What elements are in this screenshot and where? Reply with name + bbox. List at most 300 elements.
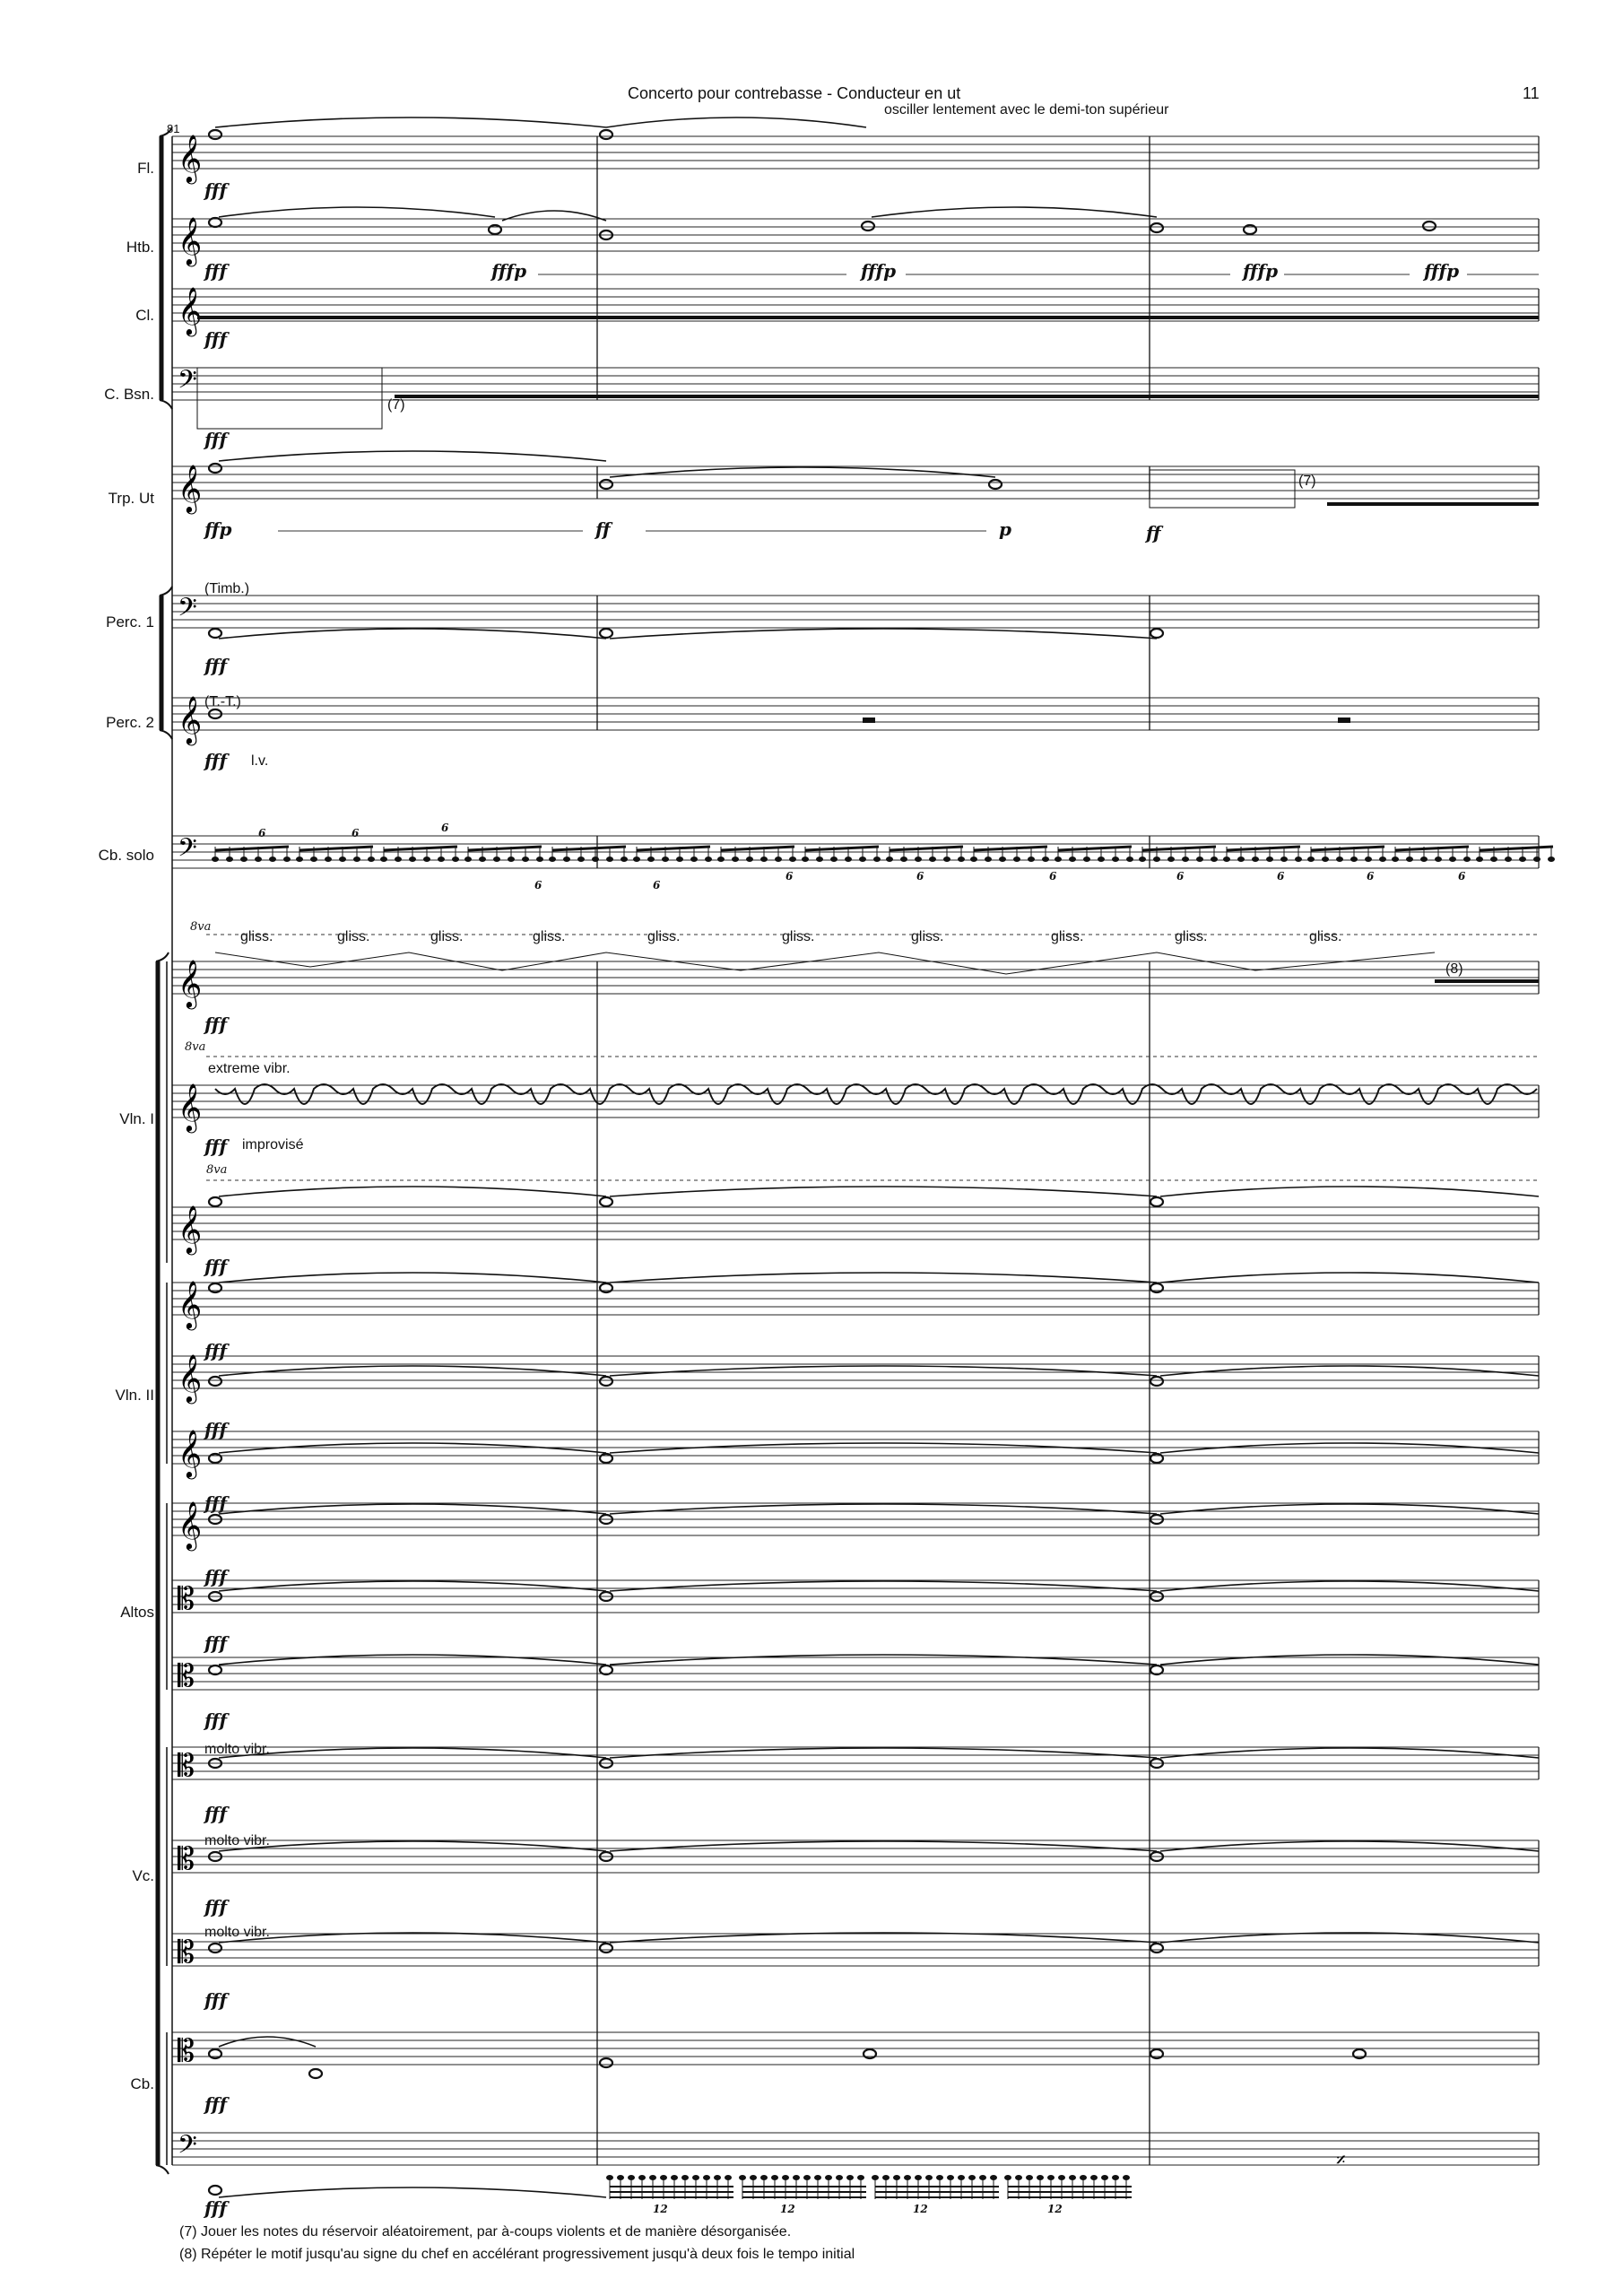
tie — [610, 1366, 1157, 1376]
note-head — [1423, 222, 1436, 230]
tie — [219, 629, 606, 639]
label-contrabassoon: C. Bsn. — [104, 386, 154, 403]
tie — [219, 1273, 606, 1283]
tuplet-6: 6 — [653, 879, 661, 891]
note-head — [1420, 857, 1428, 862]
tie — [610, 1748, 1157, 1758]
direction-improvise: improvisé — [242, 1137, 304, 1152]
note-head — [536, 857, 543, 862]
tuplet-6: 6 — [916, 870, 924, 883]
clef-icon: 𝄡 — [178, 1748, 195, 1784]
tie — [610, 467, 995, 477]
note-head — [1490, 857, 1497, 862]
note-head — [209, 1197, 221, 1206]
beam — [299, 847, 373, 850]
note-head — [900, 857, 907, 862]
note-head — [628, 2175, 635, 2180]
note-head — [1392, 857, 1399, 862]
beam — [805, 847, 879, 850]
note-head — [464, 857, 472, 862]
note-head — [240, 857, 247, 862]
note-head — [1182, 857, 1189, 862]
tie — [1160, 1504, 1539, 1514]
note-head — [958, 2175, 965, 2180]
reservoir-box — [197, 368, 382, 429]
note-head — [1153, 857, 1160, 862]
dynamic-fffp: fffp — [1243, 260, 1279, 282]
tie — [610, 1655, 1157, 1665]
beam — [637, 847, 710, 850]
dynamic-fffp: fffp — [1424, 260, 1460, 282]
note-head — [549, 857, 556, 862]
clef-icon: 𝄞 — [178, 134, 203, 182]
note-head — [1435, 857, 1442, 862]
ottava-mark: 8va — [185, 1040, 206, 1054]
clef-icon: 𝄞 — [178, 695, 203, 744]
note-head — [1476, 857, 1483, 862]
footnote-ref-8: (8) — [1445, 961, 1463, 977]
dynamic-fff: fff — [204, 1340, 228, 1361]
note-head — [681, 2175, 689, 2180]
direction-molto-vibrato: molto vibr. — [204, 1833, 270, 1848]
clef-icon: 𝄞 — [178, 1429, 203, 1477]
note-head — [725, 2175, 732, 2180]
note-head — [739, 2175, 746, 2180]
tie — [219, 2187, 606, 2197]
note-head — [310, 857, 317, 862]
tie — [610, 1581, 1157, 1591]
note-head — [1150, 629, 1163, 638]
label-trumpet: Trp. Ut — [108, 490, 154, 507]
beam — [1395, 847, 1469, 850]
beam — [721, 847, 794, 850]
tie — [610, 1841, 1157, 1851]
note-head — [600, 1197, 612, 1206]
clef-icon: 𝄢 — [178, 593, 197, 629]
note-head — [814, 2175, 821, 2180]
clef-icon: 𝄞 — [178, 1353, 203, 1402]
note-head — [1098, 857, 1105, 862]
beam — [1058, 847, 1132, 850]
note-head — [1150, 1944, 1163, 1952]
label-cello: Vc. — [132, 1867, 154, 1884]
note-head — [1042, 857, 1049, 862]
note-head — [1211, 857, 1218, 862]
note-head — [1266, 857, 1273, 862]
note-head — [600, 1944, 612, 1952]
note-head — [1150, 1197, 1163, 1206]
dynamic-fff: fff — [204, 328, 228, 350]
note-head — [296, 857, 303, 862]
note-head — [1223, 857, 1230, 862]
clef-icon: 𝄞 — [178, 1280, 203, 1328]
tuplet-6: 6 — [1458, 870, 1466, 883]
tie — [1160, 1841, 1539, 1851]
tie — [219, 207, 495, 217]
bracket-hook — [160, 400, 172, 409]
dynamic-fffp: fffp — [491, 260, 527, 282]
note-head — [508, 857, 515, 862]
note-head — [1295, 857, 1302, 862]
note-head — [775, 857, 782, 862]
dynamic-fff: fff — [204, 1896, 228, 1918]
note-head — [1406, 857, 1413, 862]
tie — [219, 1655, 606, 1665]
direction-extreme-vibrato: extreme vibr. — [208, 1061, 291, 1076]
direction-oscillate: osciller lentement avec le demi-ton supérieur — [884, 102, 1169, 117]
note-head — [1112, 2175, 1119, 2180]
dynamic-fff: fff — [204, 1632, 228, 1654]
note-head — [862, 222, 874, 230]
note-head — [209, 2186, 221, 2195]
note-head — [1167, 857, 1175, 862]
note-head — [859, 857, 866, 862]
tuplet-12: 12 — [653, 2203, 668, 2215]
note-head — [936, 2175, 943, 2180]
note-head — [1080, 2175, 1087, 2180]
note-head — [1126, 857, 1133, 862]
tuplet-6: 6 — [352, 827, 360, 839]
dynamic-ff: ff — [1146, 522, 1161, 544]
note-head — [970, 857, 977, 862]
note-head — [606, 857, 613, 862]
note-head — [283, 857, 291, 862]
note-head — [600, 480, 612, 489]
tie — [1160, 1581, 1539, 1591]
note-head — [600, 1377, 612, 1386]
note-head — [438, 857, 445, 862]
note-head — [985, 857, 992, 862]
label-perc1: Perc. 1 — [106, 613, 154, 631]
note-head — [209, 1377, 221, 1386]
dynamic-fff: fff — [204, 2197, 228, 2219]
note-head — [226, 857, 233, 862]
gliss-label: gliss. — [911, 929, 944, 944]
dynamic-fff: fff — [204, 2093, 228, 2115]
clef-icon: 𝄞 — [178, 1205, 203, 1253]
note-head — [746, 857, 753, 862]
note-head — [1252, 857, 1259, 862]
dynamic-p: p — [999, 518, 1011, 540]
clef-icon: 𝄞 — [178, 286, 203, 335]
note-head — [633, 857, 640, 862]
bracket-hook — [156, 952, 169, 961]
note-head — [409, 857, 416, 862]
note-head — [1055, 857, 1062, 862]
score-title: Concerto pour contrebasse - Conducteur en ut — [628, 84, 961, 102]
note-head — [886, 857, 893, 862]
bracket-hook — [160, 587, 172, 596]
dynamic-fffp: fffp — [861, 260, 897, 282]
note-head — [760, 2175, 768, 2180]
gliss-label: gliss. — [1051, 929, 1084, 944]
note-head — [872, 2175, 879, 2180]
label-contrabass: Cb. — [130, 2075, 154, 2092]
gliss-label: gliss. — [782, 929, 815, 944]
whole-rest — [1338, 718, 1350, 723]
label-cb-solo: Cb. solo — [98, 847, 154, 864]
label-flute: Fl. — [137, 160, 154, 177]
note-head — [649, 2175, 656, 2180]
note-head — [904, 2175, 911, 2180]
gliss-label: gliss. — [533, 929, 566, 944]
beam — [468, 847, 542, 850]
note-head — [714, 2175, 721, 2180]
beam — [890, 847, 963, 850]
note-head — [705, 857, 712, 862]
tie — [1160, 1273, 1539, 1283]
note-head — [925, 2175, 933, 2180]
footnote-8: (8) Répéter le motif jusqu'au signe du chef en accélérant progressivement jusqu'à deux fois le tempo initial — [179, 2247, 855, 2262]
tie — [610, 1273, 1157, 1283]
tie — [219, 1187, 606, 1196]
tie — [219, 451, 606, 461]
note-head — [802, 857, 809, 862]
beam — [1311, 847, 1384, 850]
tie — [872, 207, 1157, 217]
note-head — [771, 2175, 778, 2180]
tie — [1160, 1366, 1539, 1376]
dynamic-fff: fff — [204, 750, 228, 771]
tie — [219, 1841, 606, 1851]
note-head — [1350, 857, 1358, 862]
note-head — [493, 857, 500, 862]
note-head — [703, 2175, 710, 2180]
tie — [1160, 1655, 1539, 1665]
dynamic-fff: fff — [204, 1135, 228, 1157]
note-head — [846, 2175, 854, 2180]
note-head — [915, 2175, 922, 2180]
note-head — [857, 2175, 864, 2180]
beam — [384, 847, 457, 850]
dynamic-fff: fff — [204, 1566, 228, 1587]
label-oboe: Htb. — [126, 239, 154, 256]
tie — [219, 2037, 316, 2047]
tie — [606, 117, 866, 127]
note-head — [600, 629, 612, 638]
note-head — [479, 857, 486, 862]
note-head — [893, 2175, 900, 2180]
note-head — [816, 857, 823, 862]
gliss-label: gliss. — [430, 929, 464, 944]
ottava-mark: 8va — [206, 1163, 228, 1177]
clef-icon: 𝄞 — [178, 1083, 203, 1131]
beam — [974, 847, 1047, 850]
note-head — [1028, 857, 1035, 862]
beam — [1480, 847, 1553, 850]
beam — [215, 847, 289, 850]
dynamic-ff: ff — [595, 518, 611, 540]
footnote-ref-7: (7) — [1298, 474, 1316, 489]
note-head — [212, 857, 219, 862]
note-head — [873, 857, 881, 862]
note-head — [1150, 223, 1163, 232]
note-head — [1101, 2175, 1108, 2180]
note-head — [882, 2175, 890, 2180]
note-head — [915, 857, 922, 862]
note-head — [1013, 857, 1020, 862]
note-head — [606, 2175, 613, 2180]
note-head — [638, 2175, 646, 2180]
clef-icon: 𝄡 — [178, 2033, 195, 2069]
note-head — [1112, 857, 1119, 862]
direction-molto-vibrato: molto vibr. — [204, 1925, 270, 1940]
clef-icon: 𝄢 — [178, 833, 197, 869]
note-head — [836, 2175, 843, 2180]
note-head — [339, 857, 346, 862]
note-head — [943, 857, 950, 862]
note-head — [732, 857, 739, 862]
tuplet-12: 12 — [1047, 2203, 1063, 2215]
tie — [219, 1581, 606, 1591]
note-head — [600, 2058, 612, 2067]
tuplet-6: 6 — [1277, 870, 1285, 883]
note-head — [1069, 2175, 1076, 2180]
glissando-line — [215, 952, 1435, 974]
note-head — [979, 2175, 986, 2180]
tie — [219, 1748, 606, 1758]
note-head — [671, 2175, 678, 2180]
note-head — [647, 857, 655, 862]
note-head — [1037, 2175, 1044, 2180]
note-head — [1365, 857, 1372, 862]
note-head — [750, 2175, 757, 2180]
tuplet-6: 6 — [785, 870, 794, 883]
tie — [215, 117, 606, 127]
note-head — [423, 857, 430, 862]
note-head — [269, 857, 276, 862]
note-head — [1237, 857, 1245, 862]
label-clarinet: Cl. — [135, 307, 154, 324]
tuplet-6: 6 — [1367, 870, 1375, 883]
note-head — [368, 857, 375, 862]
clef-icon: 𝄡 — [178, 1658, 195, 1694]
note-head — [692, 2175, 699, 2180]
clef-icon: 𝄞 — [178, 1500, 203, 1549]
note-head — [621, 857, 628, 862]
tie — [219, 1366, 606, 1376]
note-head — [1548, 857, 1555, 862]
beam — [552, 847, 626, 850]
note-head — [1004, 2175, 1011, 2180]
dynamic-fff: fff — [204, 655, 228, 676]
whole-rest — [863, 718, 875, 723]
dynamic-fff: fff — [204, 1709, 228, 1731]
tuplet-12: 12 — [913, 2203, 928, 2215]
dynamic-fff: fff — [204, 429, 228, 450]
dynamic-fff: fff — [204, 1803, 228, 1824]
note-head — [929, 857, 936, 862]
note-head — [325, 857, 332, 862]
note-head — [782, 2175, 789, 2180]
dynamic-fff: fff — [204, 179, 228, 201]
note-head — [830, 857, 838, 862]
footnote-7: (7) Jouer les notes du réservoir aléatoirement, par à-coups violents et de manière désorganisée. — [179, 2224, 792, 2239]
note-head — [803, 2175, 811, 2180]
note-head — [662, 857, 669, 862]
gliss-label: gliss. — [1309, 929, 1342, 944]
note-head — [1379, 857, 1386, 862]
clef-icon: 𝄡 — [178, 1581, 195, 1617]
note-head — [676, 857, 683, 862]
dynamic-ffp: ffp — [204, 518, 232, 540]
note-head — [617, 2175, 624, 2180]
clef-icon: 𝄢 — [178, 2130, 197, 2166]
note-head — [209, 130, 221, 139]
dynamic-fff: fff — [204, 260, 228, 282]
note-head — [1280, 857, 1288, 862]
note-head — [522, 857, 529, 862]
perc1-instrument-timbales: (Timb.) — [204, 581, 250, 596]
note-head — [255, 857, 262, 862]
note-head — [1533, 857, 1541, 862]
reservoir-box — [1150, 470, 1295, 508]
note-head — [209, 1944, 221, 1952]
label-violin2: Vln. II — [115, 1387, 154, 1404]
note-head — [209, 629, 221, 638]
label-violin1: Vln. I — [119, 1110, 154, 1127]
note-head — [600, 130, 612, 139]
note-head — [968, 2175, 976, 2180]
tie — [610, 1933, 1157, 1943]
perc2-instrument-tamtam: (T.-T.) — [204, 694, 241, 709]
clef-icon: 𝄞 — [178, 959, 203, 1007]
note-head — [989, 480, 1002, 489]
tuplet-6: 6 — [534, 879, 542, 891]
note-head — [1090, 2175, 1098, 2180]
tie — [1160, 1748, 1539, 1758]
clef-icon: 𝄢 — [178, 365, 197, 401]
note-head — [577, 857, 585, 862]
note-head — [845, 857, 852, 862]
note-head — [1322, 857, 1329, 862]
bracket-hook — [160, 127, 172, 136]
gliss-label: gliss. — [337, 929, 370, 944]
note-head — [1150, 1377, 1163, 1386]
note-head — [789, 857, 796, 862]
tie — [610, 1504, 1157, 1514]
tie — [610, 629, 1157, 639]
note-head — [1069, 857, 1076, 862]
note-head — [563, 857, 570, 862]
note-head — [1449, 857, 1456, 862]
note-head — [690, 857, 698, 862]
note-head — [793, 2175, 800, 2180]
note-head — [999, 857, 1006, 862]
note-head — [452, 857, 459, 862]
note-head — [353, 857, 360, 862]
tie — [219, 1933, 606, 1943]
note-head — [760, 857, 768, 862]
note-head — [1307, 857, 1315, 862]
page-number: 11 — [1523, 84, 1540, 102]
tie — [1160, 1933, 1539, 1943]
note-head — [1139, 857, 1146, 862]
note-head — [1463, 857, 1471, 862]
note-head — [958, 857, 965, 862]
dynamic-fff: fff — [204, 1419, 228, 1440]
beam — [1227, 847, 1300, 850]
note-head — [717, 857, 725, 862]
repeat-measure-icon: 𝄎 — [1336, 2150, 1346, 2172]
let-vibrate: l.v. — [251, 753, 269, 769]
clef-icon: 𝄡 — [178, 1935, 195, 1970]
tuplet-6: 6 — [441, 822, 449, 834]
gliss-label: gliss. — [647, 929, 681, 944]
tuplet-6: 6 — [258, 827, 266, 839]
clef-icon: 𝄞 — [178, 216, 203, 265]
note-head — [1058, 2175, 1065, 2180]
